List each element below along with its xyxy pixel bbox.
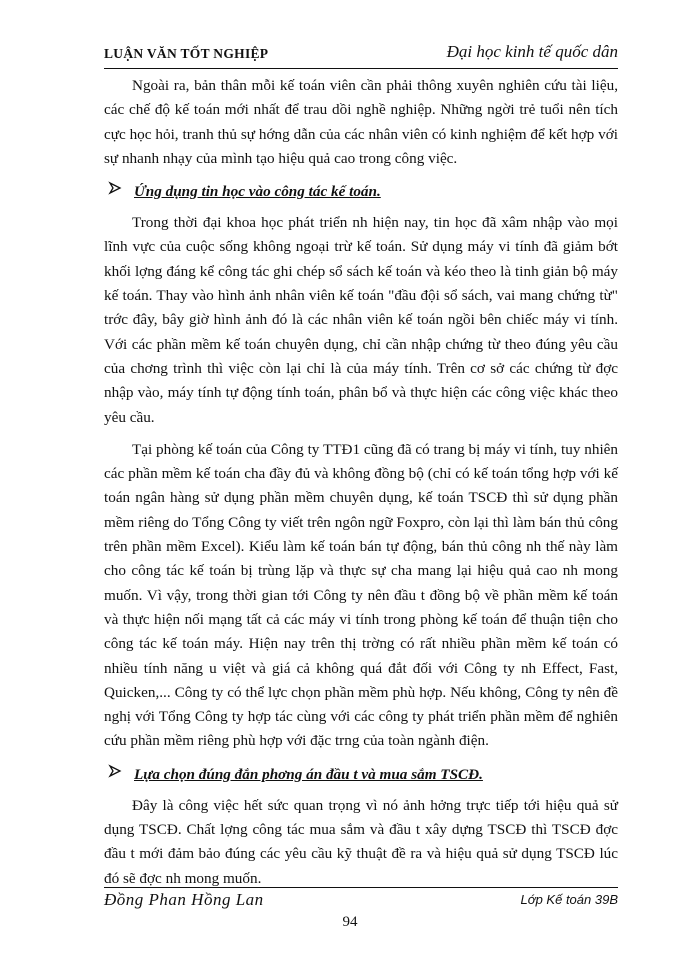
page-header xyxy=(104,44,618,69)
section-title: Ứng dụng tin học vào công tác kế toán. xyxy=(134,183,381,201)
page-body xyxy=(104,74,618,891)
thesis-label: LUẬN VĂN TỐT NGHIỆP xyxy=(104,46,269,61)
page-number: 94 xyxy=(342,914,358,930)
paragraph-intro: Ngoài ra, bản thân mỗi kế toán viên cần phải thông xuyên nghiên cứu tài liệu, các chế độ kế toán mới nhất để trau dồi nghề nghiệp. Những ngời trẻ tuổi nên tích cực học hỏi, tranh thủ sự hớng dẫn của các nhân viên có kinh nghiệm để kết hợp với sự nhanh nhạy của mình tạo hiệu quả cao trong công việc. xyxy=(104,77,618,167)
paragraph-investment: Đây là công việc hết sức quan trọng vì nó ảnh hởng trực tiếp tới hiệu quả sử dụng TSCĐ. Chất lợng công tác mua sắm và đầu t xây dựng TSCĐ thì TSCĐ đợc đầu t mới đảm bảo đúng các yêu cầu kỹ thuật đề ra và hiệu quả sử dụng TSCĐ lúc đó sẽ đợc nh mong muốn. xyxy=(104,796,618,887)
university-name: Đại học kinh tế quốc dân xyxy=(446,42,618,61)
page-footer xyxy=(104,887,618,912)
arrow-bullet-icon xyxy=(104,181,134,203)
arrow-bullet-icon xyxy=(104,764,134,786)
section-heading-it xyxy=(104,181,618,203)
author-name: Đồng Phan Hồng Lan xyxy=(104,890,264,909)
paragraph-it-era: Trong thời đại khoa học phát triển nh hiện nay, tin học đã xâm nhập vào mọi lĩnh vực của cuộc sống không ngoại trừ kế toán. Sử dụng máy vi tính đã giảm bớt khối lợng đáng kể công tác ghi chép sổ sách kế toán và kéo theo là tinh giản bộ máy kế toán. Thay vào hình ảnh nhân viên kế toán "đầu đội sổ sách, vai mang chứng từ" trớc đây, bây giờ hình ảnh đó là các nhân viên kế toán ngồi bên chiếc máy vi tính. Với các phần mềm kế toán chuyên dụng, chỉ cần nhập chứng từ theo đúng yêu cầu của chơng trình thì việc còn lại chỉ là của máy tính. Trên cơ sở các chứng từ đợc nhập vào, máy tính tự động tính toán, phân bổ và thực hiện các công việc khác theo yêu cầu. xyxy=(104,214,618,426)
section-title: Lựa chọn đúng đắn phơng án đầu t và mua sắm TSCĐ. xyxy=(134,765,483,783)
section-heading-investment xyxy=(104,764,618,786)
paragraph-company-software: Tại phòng kế toán của Công ty TTĐ1 cũng đã có trang bị máy vi tính, tuy nhiên các phần mềm kế toán cha đầy đủ và không đồng bộ (chỉ có kế toán tổng hợp với kế toán ngân hàng sử dụng phần mềm chuyên dụng, kế toán TSCĐ thì sử dụng phần mềm riêng do Tổng Công ty viết trên ngôn ngữ Foxpro, còn lại thì làm bán thủ công trên phần mềm Excel). Kiểu làm kế toán bán tự động, bán thủ công nh thế này làm cho công tác kế toán bị trùng lặp và thực sự cha mang lại hiệu quả cao nh mong muốn. Vì vậy, trong thời gian tới Công ty nên đầu t đồng bộ về phần mềm kế toán và thực hiện nối mạng tất cả các máy vi tính trong phòng kế toán để thuận tiện cho công tác kế toán máy. Hiện nay trên thị trờng có rất nhiều phần mềm kế toán có nhiều tính năng u việt và giá cả không quá đắt đối với Công ty nh Effect, Fast, Quicken,... Công ty có thể lực chọn phần mềm phù hợp. Nếu không, Công ty nên đề nghị với Tổng Công ty hợp tác cùng với các công ty phát triển phần mềm để nghiên cứu phần mềm riêng phù hợp với đặc trng của toàn ngành điện. xyxy=(104,440,618,750)
class-name: Lớp Kế toán 39B xyxy=(520,892,618,907)
